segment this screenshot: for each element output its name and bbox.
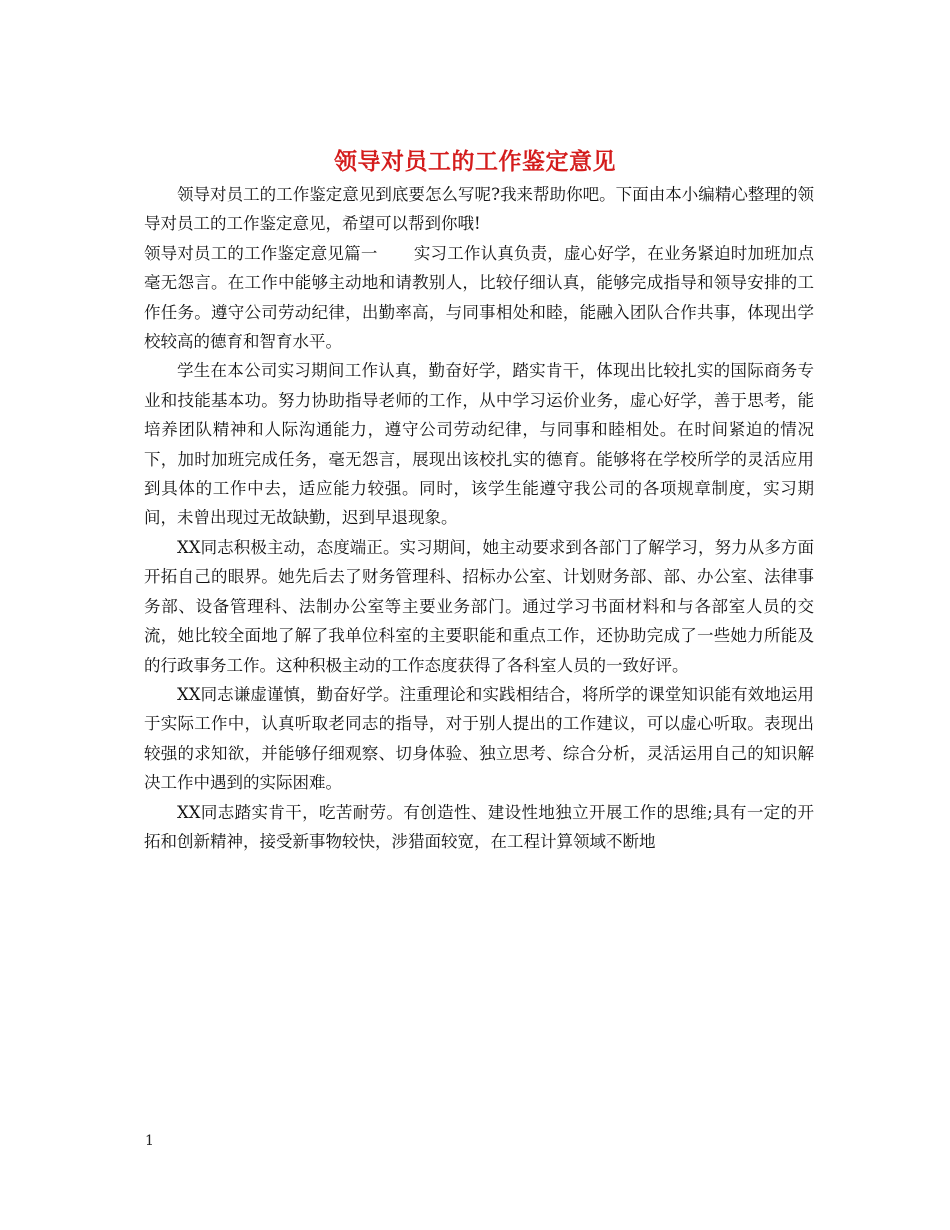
body-paragraph-2: XX同志积极主动，态度端正。实习期间，她主动要求到各部门了解学习，努力从多方面开拓自己的眼界。她先后去了财务管理科、招标办公室、计划财务部、部、办公室、法律事务部、设备管理科、法制办公室等主要业务部门。通过学习书面材料和与各部室人员的交流，她比较全面地了解了我单位科室的主要职能和重点工作，还协助完成了一些她力所能及的行政事务工作。这种积极主动的工作态度获得了各科室人员的一致好评。 [144, 537, 814, 675]
body-paragraph-3: XX同志谦虚谨慎，勤奋好学。注重理论和实践相结合，将所学的课堂知识能有效地运用于实际工作中，认真听取老同志的指导，对于别人提出的工作建议，可以虚心听取。表现出较强的求知欲，并能够仔细观察、切身体验、独立思考、综合分析，灵活运用自己的知识解决工作中遇到的实际困难。 [144, 684, 814, 793]
body-paragraph-4: XX同志踏实肯干，吃苦耐劳。有创造性、建设性地独立开展工作的思维;具有一定的开拓和创新精神，接受新事物较快，涉猎面较宽，在工程计算领域不断地 [144, 802, 814, 851]
intro-paragraph: 领导对员工的工作鉴定意见到底要怎么写呢?我来帮助你吧。下面由本小编精心整理的领导对员工的工作鉴定意见，希望可以帮到你哦! [144, 185, 814, 234]
section-first-text: 实习工作认真负责，虚心好学，在业务紧迫时加班加点毫无怨言。在工作中能够主动地和请教别人，比较仔细认真，能够完成指导和领导安排的工作任务。遵守公司劳动纪律，出勤率高，与同事相处和睦，能融入团队合作共事，体现出学校较高的德育和智育水平。 [144, 243, 815, 352]
page-number: 1 [145, 1133, 154, 1149]
section-heading: 领导对员工的工作鉴定意见篇一 [144, 243, 378, 263]
document-title: 领导对员工的工作鉴定意见 [334, 148, 616, 176]
body-paragraph-1: 学生在本公司实习期间工作认真，勤奋好学，踏实肯干，体现出比较扎实的国际商务专业和技能基本功。努力协助指导老师的工作，从中学习运价业务，虚心好学，善于思考，能培养团队精神和人际沟通能力，遵守公司劳动纪律，与同事和睦相处。在时间紧迫的情况下，加时加班完成任务，毫无怨言，展现出该校扎实的德育。能够将在学校所学的灵活应用到具体的工作中去，适应能力较强。同时，该学生能遵守我公司的各项规章制度，实习期间，未曾出现过无故缺勤，迟到早退现象。 [144, 361, 814, 528]
document-body [144, 180, 814, 856]
section-paragraph [144, 239, 814, 357]
